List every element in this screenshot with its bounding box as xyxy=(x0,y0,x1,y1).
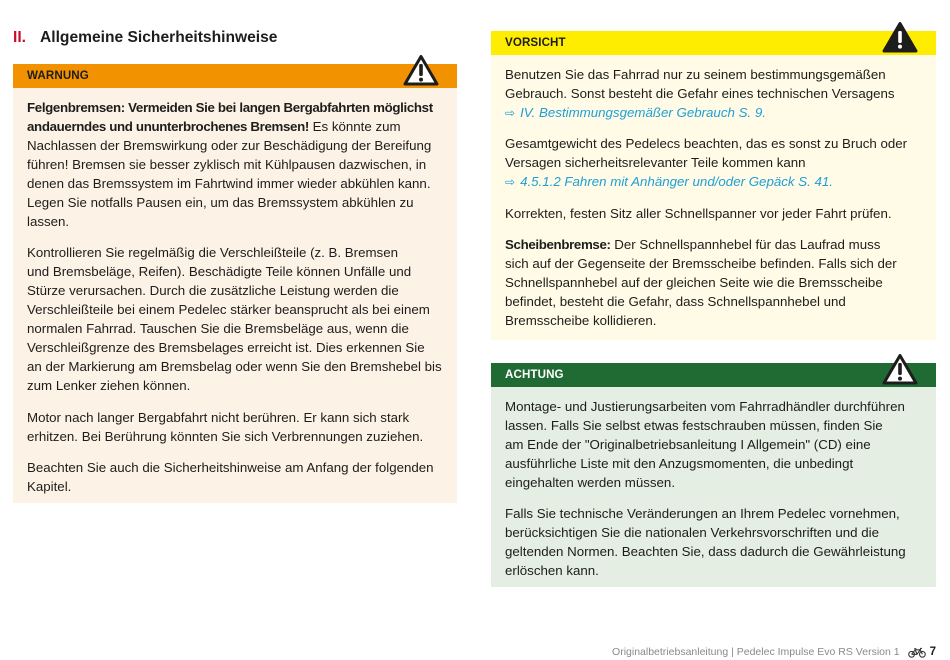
body-text: am Ende der "Originalbetriebsanleitung I Allgemein" (CD) eine xyxy=(505,436,871,452)
achtung-paragraph xyxy=(505,504,922,580)
body-text: führen! Bremsen sie besser zyklisch mit Kühlpausen dazwischen, in xyxy=(27,156,427,172)
body-text: Es könnte zum xyxy=(308,118,401,134)
body-text: Motor nach langer Bergabfahrt nicht berühren. Er kann sich stark xyxy=(27,409,410,425)
text-line xyxy=(27,243,443,262)
text-line xyxy=(505,416,922,435)
text-line xyxy=(27,376,443,395)
warning-body xyxy=(13,88,457,503)
text-line xyxy=(505,84,922,103)
notice-body xyxy=(491,387,936,587)
bold-text: Scheibenbremse: xyxy=(505,237,611,252)
body-text: Der Schnellspannhebel für das Laufrad muss xyxy=(610,237,881,252)
vorsicht-paragraph xyxy=(505,235,922,330)
text-line xyxy=(505,273,922,292)
text-line xyxy=(27,427,443,446)
text-line xyxy=(27,212,443,231)
text-line xyxy=(505,103,922,122)
body-text: und Bremsbeläge, Reifen). Beschädigte Teile können Unfälle und xyxy=(27,264,412,279)
warning-header xyxy=(13,64,457,88)
warning-label: WARNUNG xyxy=(27,69,89,82)
body-text: Montage- und Justierungsarbeiten vom Fahrradhändler durchführen xyxy=(505,398,905,414)
vorsicht-paragraph xyxy=(505,204,922,223)
body-text: Benutzen Sie das Fahrrad nur zu seinem bestimmungsgemäßen xyxy=(505,66,886,82)
bicycle-icon xyxy=(908,647,926,658)
text-line xyxy=(27,155,443,174)
caution-label: VORSICHT xyxy=(505,36,566,49)
body-text: Stürze verursachen. Durch die zusätzliche Leistung werden die xyxy=(27,283,399,298)
text-line xyxy=(27,300,443,319)
text-line xyxy=(505,473,922,492)
body-text: berücksichtigen Sie die nationalen Verkehrsvorschriften und die xyxy=(505,525,880,540)
vorsicht-paragraph xyxy=(505,65,922,122)
body-text: Verschleißteile bei einem Pedelec stärker beansprucht als bei einem xyxy=(27,302,430,317)
body-text: normalen Fahrrad. Tauschen Sie die Bremsbeläge aus, wenn die xyxy=(27,321,409,336)
footer-text: Originalbetriebsanleitung | Pedelec Impulse Evo RS Version 1 xyxy=(612,646,900,658)
text-line xyxy=(27,262,443,281)
cross-reference-link[interactable] xyxy=(505,105,766,120)
caution-header xyxy=(491,31,936,55)
bold-text: Felgenbremsen: Vermeiden Sie bei langen Bergabfahrten möglichst xyxy=(27,99,433,115)
body-text: erlöschen kann. xyxy=(505,563,599,578)
body-text: Verschleißgrenze des Bremsbelages erreicht ist. Dies erkennen Sie xyxy=(27,340,425,355)
warning-triangle-icon xyxy=(882,353,918,385)
text-line xyxy=(505,542,922,561)
text-line xyxy=(27,174,443,193)
text-line xyxy=(505,454,922,473)
body-text: zum Lenker ziehen können. xyxy=(27,378,191,393)
body-text: Schnellspannhebel auf der gleichen Seite wie die Bremsscheibe xyxy=(505,275,883,290)
cross-reference-link[interactable] xyxy=(505,174,833,189)
vorsicht-paragraph xyxy=(505,134,922,191)
text-line xyxy=(27,477,443,496)
text-line xyxy=(505,235,922,254)
text-line xyxy=(505,397,922,416)
text-line xyxy=(505,65,922,84)
text-line xyxy=(505,134,922,153)
section-number: II. xyxy=(13,29,26,46)
notice-box xyxy=(491,363,936,587)
text-line xyxy=(505,561,922,580)
body-text: Nachlassen der Bremswirkung oder zur Beschädigung der Bereifung xyxy=(27,137,432,153)
page-number: 7 xyxy=(929,646,936,658)
text-line xyxy=(27,281,443,300)
warnung-paragraph xyxy=(27,458,443,496)
text-line xyxy=(27,458,443,477)
body-text: Gesamtgewicht des Pedelecs beachten, das es sonst zu Bruch oder xyxy=(505,136,908,151)
text-line xyxy=(505,311,922,330)
body-text: Legen Sie notfalls Pausen ein, um das Bremssystem abkühlen zu xyxy=(27,194,414,210)
body-text: eingehalten werden müssen. xyxy=(505,474,676,490)
body-text: Kapitel. xyxy=(27,479,72,494)
body-text: erhitzen. Bei Berührung könnten Sie sich Verbrennungen zuziehen. xyxy=(27,428,424,444)
warning-triangle-icon xyxy=(403,54,439,86)
text-line xyxy=(505,204,922,223)
text-line xyxy=(27,117,443,136)
text-line xyxy=(505,172,922,191)
caution-box xyxy=(491,31,936,340)
body-text: lassen. xyxy=(27,213,70,229)
arrow-right-icon xyxy=(505,105,520,120)
section-title-text: Allgemeine Sicherheitshinweise xyxy=(40,29,278,46)
link-text: IV. Bestimmungsgemäßer Gebrauch S. 9. xyxy=(520,104,766,120)
warnung-paragraph xyxy=(27,408,443,446)
body-text: geltenden Normen. Beachten Sie, dass dadurch die Gewährleistung xyxy=(505,544,906,559)
page-footer xyxy=(612,645,936,659)
text-line xyxy=(505,292,922,311)
text-line xyxy=(505,523,922,542)
body-text: Gebrauch. Sonst besteht die Gefahr eines technischen Versagens xyxy=(505,85,895,101)
text-line xyxy=(505,504,922,523)
bold-text: andauerndes und ununterbrochenes Bremsen! xyxy=(27,118,309,134)
text-line xyxy=(505,254,922,273)
body-text: Versagen sicherheitsrelevanter Teile kommen kann xyxy=(505,155,806,170)
body-text: denen das Bremssystem im Fahrtwind immer wieder abkühlen kann. xyxy=(27,175,431,191)
text-line xyxy=(27,98,443,117)
notice-label: ACHTUNG xyxy=(505,368,564,381)
text-line xyxy=(505,153,922,172)
link-text: 4.5.1.2 Fahren mit Anhänger und/oder Gepäck S. 41. xyxy=(520,174,833,189)
body-text: Kontrollieren Sie regelmäßig die Verschleißteile (z. B. Bremsen xyxy=(27,245,398,260)
text-line xyxy=(505,435,922,454)
body-text: Bremsscheibe kollidieren. xyxy=(505,313,657,328)
text-line xyxy=(27,193,443,212)
arrow-right-icon xyxy=(505,174,520,189)
body-text: sich auf der Gegenseite der Bremsscheibe befinden. Falls sich der xyxy=(505,256,897,271)
achtung-paragraph xyxy=(505,397,922,492)
notice-header xyxy=(491,363,936,387)
body-text: Korrekten, festen Sitz aller Schnellspanner vor jeder Fahrt prüfen. xyxy=(505,205,892,221)
section-title xyxy=(13,28,277,48)
body-text: Falls Sie technische Veränderungen an Ihrem Pedelec vornehmen, xyxy=(505,506,900,521)
body-text: lassen. Falls Sie selbst etwas festschrauben müssen, finden Sie xyxy=(505,417,883,433)
text-line xyxy=(27,136,443,155)
text-line xyxy=(27,338,443,357)
text-line xyxy=(27,408,443,427)
body-text: an der Markierung am Bremsbelag oder wenn Sie den Bremshebel bis xyxy=(27,359,442,374)
text-line xyxy=(27,357,443,376)
body-text: ausführliche Liste mit den Anzugsmomenten, die unbedingt xyxy=(505,455,854,471)
warning-triangle-icon xyxy=(882,21,918,53)
warning-box xyxy=(13,64,457,503)
caution-body xyxy=(491,55,936,340)
text-line xyxy=(27,319,443,338)
body-text: befindet, besteht die Gefahr, dass Schnellspannhebel und xyxy=(505,294,846,309)
warnung-paragraph xyxy=(27,98,443,231)
warnung-paragraph xyxy=(27,243,443,395)
body-text: Beachten Sie auch die Sicherheitshinweise am Anfang der folgenden xyxy=(27,460,434,475)
